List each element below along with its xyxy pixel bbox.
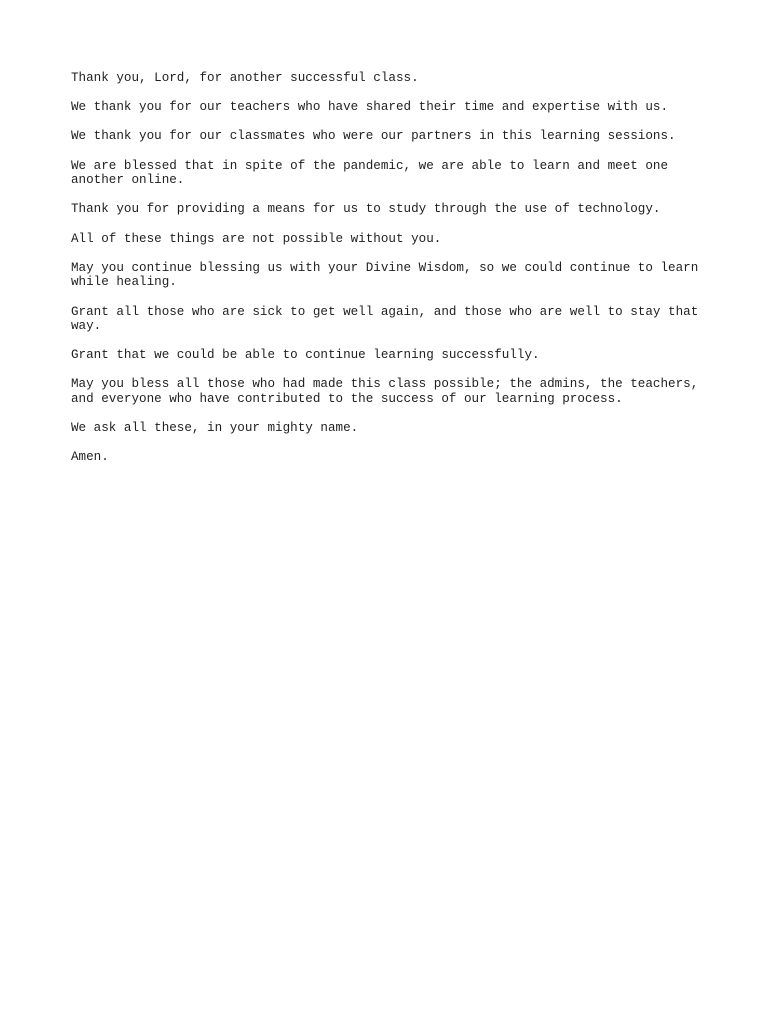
paragraph-3: We thank you for our classmates who were our partners in this learning sessions.: [71, 129, 676, 144]
paragraph-1: Thank you, Lord, for another successful class.: [71, 71, 419, 85]
paragraph-8: Grant all those who are sick to get well again, and those who are well to stay that way.: [71, 304, 699, 334]
paragraph-9: Grant that we could be able to continue learning successfully.: [71, 348, 540, 363]
prayer-text: [71, 71, 703, 480]
paragraph-12: Amen.: [71, 450, 109, 465]
paragraph-6: All of these things are not possible without you.: [71, 231, 442, 246]
paragraph-4: We are blessed that in spite of the pandemic, we are able to learn and meet one another online.: [71, 158, 669, 188]
paragraph-7: May you continue blessing us with your Divine Wisdom, so we could continue to learn while healing.: [71, 260, 699, 290]
paragraph-11: We ask all these, in your mighty name.: [71, 421, 359, 436]
paragraph-10: May you bless all those who had made this class possible; the admins, the teachers, and everyone who have contributed to the success of our learning process.: [71, 377, 699, 407]
paragraph-2: We thank you for our teachers who have shared their time and expertise with us.: [71, 100, 669, 115]
paragraph-5: Thank you for providing a means for us to study through the use of technology.: [71, 202, 661, 217]
